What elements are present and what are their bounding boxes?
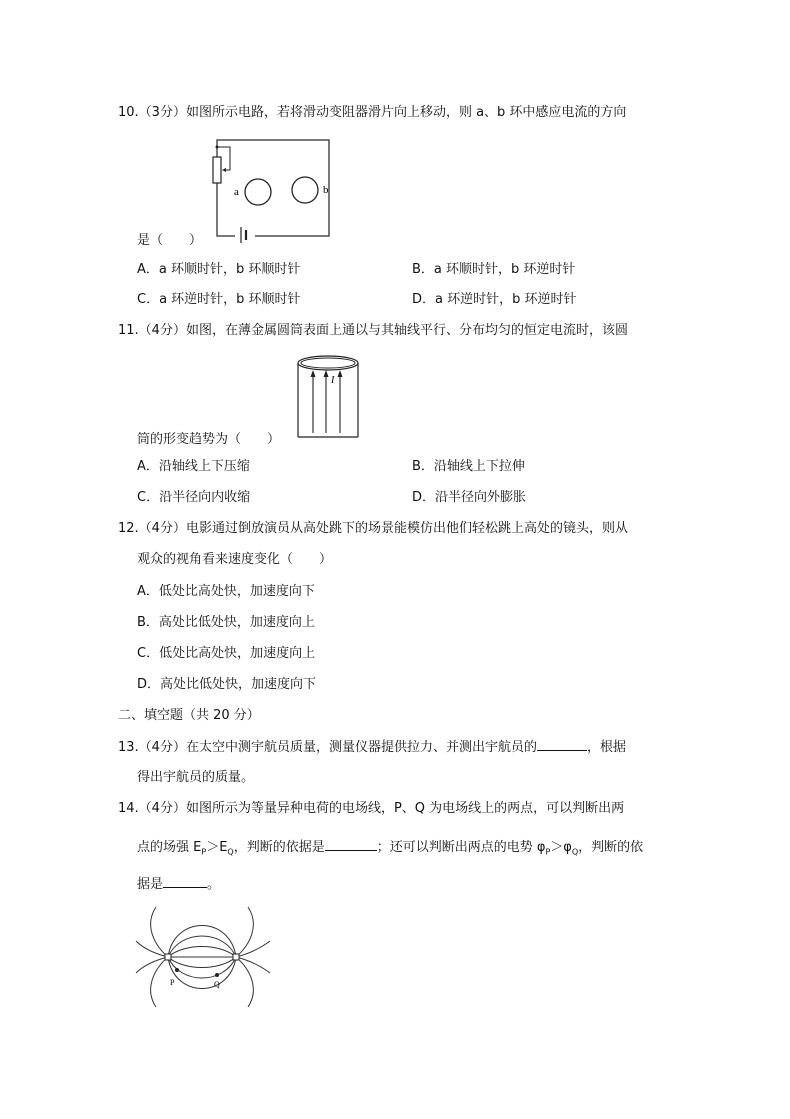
q12-stem-line2: 观众的视角看来速度变化（ ） <box>137 552 333 567</box>
q14-line3 <box>137 875 220 894</box>
q14-sub-q: Q <box>227 847 234 857</box>
q10-label-b: b <box>323 184 329 196</box>
q10-stem-line2: 是（ ） <box>137 233 203 248</box>
q14-line3-text-a: 据是 <box>137 877 164 892</box>
q14-line2-text-d: ，判断的依 <box>578 840 644 855</box>
q14-sub-p: P <box>201 847 207 857</box>
q10-stem-line1: 10.（3分）如图所示电路，若将滑动变阻器滑片向上移动，则 a、b 环中感应电流的方向 <box>118 105 627 120</box>
q14-label-p: P <box>170 978 175 987</box>
q14-line1: 14.（4分）如图所示为等量异种电荷的电场线，P、Q 为电场线上的两点，可以判断出两 <box>118 801 625 816</box>
q10-label-a: a <box>234 186 239 198</box>
q14-line2-gt2: ＞φ <box>550 840 572 855</box>
q14-answer-blank-1[interactable] <box>325 838 377 851</box>
q11-option-c[interactable]: C．沿半径向内收缩 <box>137 490 251 505</box>
q11-option-d[interactable]: D．沿半径向外膨胀 <box>412 490 527 505</box>
q10-option-b[interactable]: B．a 环顺时针，b 环逆时针 <box>412 262 576 277</box>
q13-line1-text-b: ，根据 <box>586 740 626 755</box>
q11-option-a[interactable]: A．沿轴线上下压缩 <box>137 459 250 474</box>
q13-answer-blank[interactable] <box>537 738 587 751</box>
q10-option-d[interactable]: D．a 环逆时针，b 环逆时针 <box>412 292 577 307</box>
q14-line2 <box>137 838 643 862</box>
q12-option-a[interactable]: A．低处比高处快，加速度向下 <box>137 584 315 599</box>
q10-circuit-figure <box>205 135 345 245</box>
q13-line2: 得出宇航员的质量。 <box>137 770 255 785</box>
q11-cylinder-figure <box>293 353 365 443</box>
q11-stem-line2: 筒的形变趋势为（ ） <box>137 432 281 447</box>
q11-option-b[interactable]: B．沿轴线上下拉伸 <box>412 459 525 474</box>
q14-line2-gt: ＞E <box>206 840 228 855</box>
q13-line1-text-a: 13.（4分）在太空中测宇航员质量，测量仪器提供拉力、并测出宇航员的 <box>118 740 537 755</box>
q14-answer-blank-2[interactable] <box>163 875 207 888</box>
q14-sub-q2: Q <box>571 847 579 857</box>
q14-field-lines-figure <box>134 905 274 1010</box>
q14-sub-p2: P <box>545 847 551 857</box>
q11-stem-line1: 11.（4分）如图，在薄金属圆筒表面上通以与其轴线平行、分布均匀的恒定电流时，该圆 <box>118 323 628 338</box>
q12-option-d[interactable]: D．高处比低处快，加速度向下 <box>137 677 317 692</box>
q14-line2-text-b: ，判断的依据是 <box>233 840 325 855</box>
q14-line2-text-a: 点的场强 E <box>137 840 202 855</box>
q10-option-c[interactable]: C．a 环逆时针，b 环顺时针 <box>137 292 301 307</box>
q14-line2-text-c: ；还可以判断出两点的电势 φ <box>376 840 546 855</box>
q10-option-a[interactable]: A．a 环顺时针，b 环顺时针 <box>137 262 301 277</box>
q11-label-i: I <box>331 375 335 386</box>
q13-line1 <box>118 738 626 757</box>
q12-option-c[interactable]: C．低处比高处快，加速度向上 <box>137 646 316 661</box>
section2-title: 二、填空题（共 20 分） <box>118 708 260 723</box>
q12-stem-line1: 12.（4分）电影通过倒放演员从高处跳下的场景能模仿出他们轻松跳上高处的镜头，则从 <box>118 521 628 536</box>
q14-line3-text-b: 。 <box>207 877 221 892</box>
q12-option-b[interactable]: B．高处比低处快，加速度向上 <box>137 615 315 630</box>
q14-label-q: Q <box>214 980 220 989</box>
